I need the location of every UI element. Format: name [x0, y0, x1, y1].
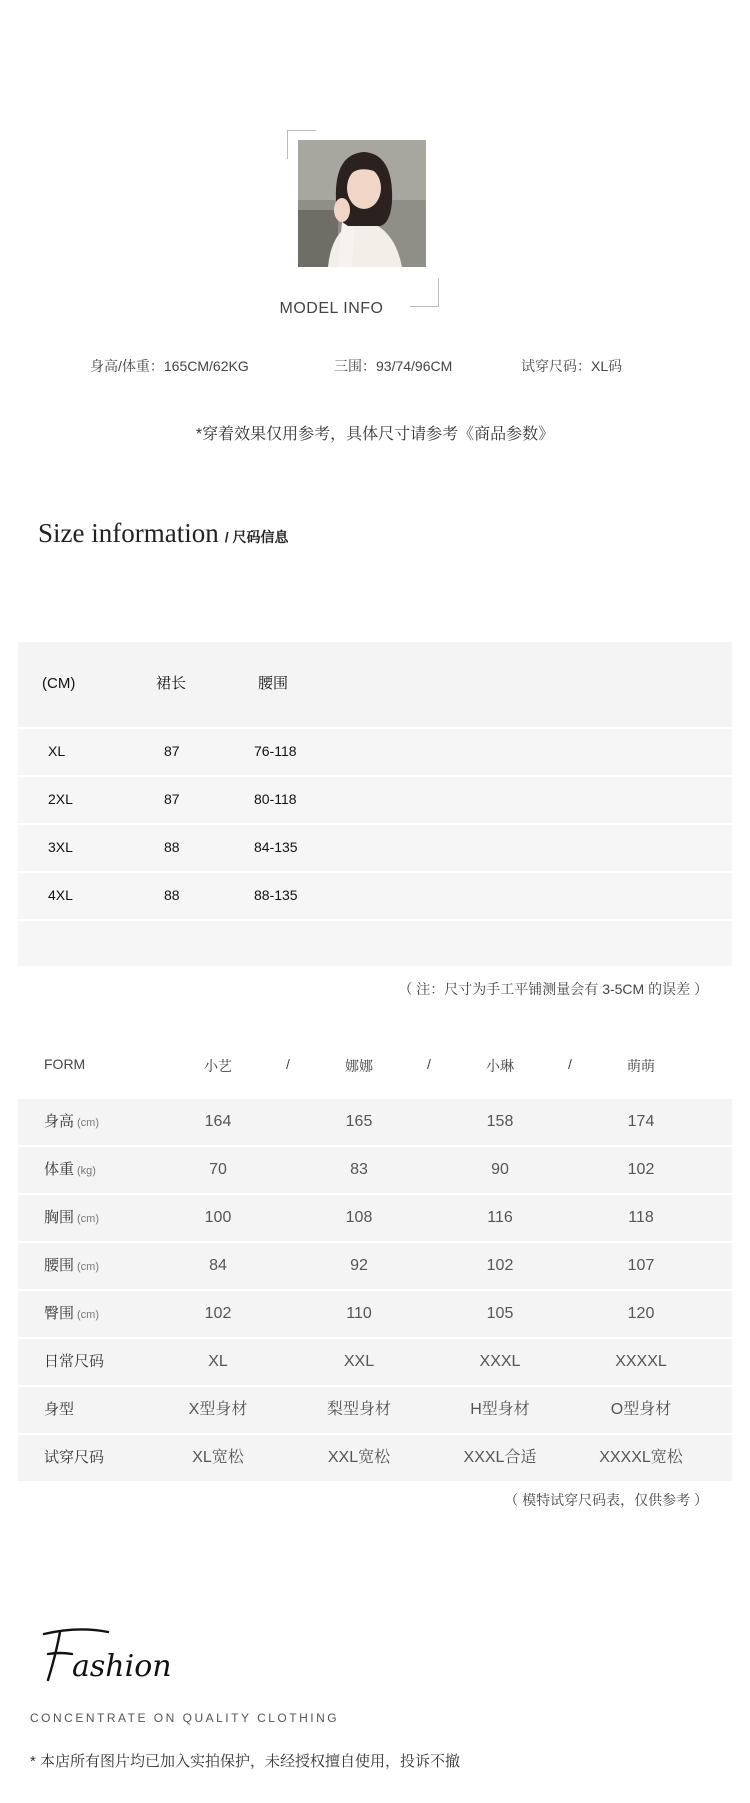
length-cell: 88 — [164, 887, 180, 903]
value-cell: 92 — [350, 1257, 368, 1274]
value-cell: X型身材 — [188, 1401, 248, 1418]
size-table-header-unit: (CM) — [42, 675, 76, 692]
model-photo — [298, 140, 426, 267]
value-cell: 110 — [346, 1305, 372, 1322]
value-cell: 120 — [627, 1305, 655, 1322]
table-row — [18, 727, 732, 774]
table-row — [18, 1339, 732, 1385]
row-label: 胸围 (cm) — [44, 1209, 100, 1226]
model-name-2: 娜娜 — [345, 1058, 373, 1074]
model-name-1: 小艺 — [204, 1058, 232, 1074]
length-cell: 88 — [164, 839, 180, 855]
value-cell: 164 — [204, 1113, 232, 1130]
name-separator: / — [427, 1056, 431, 1072]
reference-note: *穿着效果仅用参考，具体尺寸请参考《商品参数》 — [195, 426, 555, 443]
name-separator: / — [568, 1056, 572, 1072]
value-cell: 102 — [204, 1305, 232, 1322]
model-name-3: 小琳 — [486, 1058, 514, 1074]
waist-cell: 76-118 — [254, 743, 297, 759]
form-table-note: （ 模特试穿尺码表，仅供参考 ） — [504, 1492, 708, 1508]
value-cell: XL宽松 — [192, 1449, 244, 1466]
value-cell: 105 — [486, 1305, 514, 1322]
value-cell: 165 — [345, 1113, 373, 1130]
value-cell: XXL — [343, 1353, 375, 1370]
value-cell: 90 — [491, 1161, 509, 1178]
tagline: CONCENTRATE ON QUALITY CLOTHING — [30, 1711, 340, 1725]
value-cell: 158 — [486, 1113, 514, 1130]
size-cell: 2XL — [48, 791, 73, 807]
value-cell: H型身材 — [470, 1401, 530, 1418]
value-cell: 83 — [350, 1161, 368, 1178]
svg-text:ashion: ashion — [72, 1649, 172, 1684]
value-cell: 102 — [486, 1257, 514, 1274]
table-row — [18, 1387, 732, 1433]
row-label: 日常尺码 — [44, 1353, 105, 1370]
table-row — [18, 1243, 732, 1289]
row-label: 体重 (kg) — [44, 1161, 96, 1178]
model-height-weight: 身高/体重：165CM/62KG — [90, 358, 249, 374]
value-cell: 102 — [627, 1161, 655, 1178]
row-label: 试穿尺码 — [44, 1449, 105, 1466]
model-try-size: 试穿尺码：XL码 — [521, 358, 623, 374]
waist-cell: 84-135 — [254, 839, 298, 855]
value-cell: 118 — [628, 1209, 654, 1226]
row-label: 身型 — [44, 1401, 75, 1418]
table-row — [18, 1291, 732, 1337]
value-cell: 100 — [204, 1209, 232, 1226]
table-row — [18, 823, 732, 870]
size-cell: 3XL — [48, 839, 73, 855]
length-cell: 87 — [164, 743, 180, 759]
size-info-title: Size information — [38, 518, 219, 548]
size-info-heading — [38, 518, 289, 549]
waist-cell: 80-118 — [254, 791, 297, 807]
size-table-header-waist: 腰围 — [258, 675, 289, 692]
size-cell: XL — [48, 743, 66, 759]
row-label: 臀围 (cm) — [44, 1305, 100, 1322]
waist-cell: 88-135 — [254, 887, 298, 903]
value-cell: O型身材 — [610, 1401, 672, 1418]
model-info-title: MODEL INFO — [279, 300, 384, 317]
model-name-4: 萌萌 — [627, 1058, 655, 1074]
value-cell: 174 — [627, 1113, 655, 1130]
value-cell: 108 — [345, 1209, 373, 1226]
size-table-note: （ 注：尺寸为手工平铺测量会有 3-5CM 的误差 ） — [398, 981, 708, 997]
table-row — [18, 1435, 732, 1481]
length-cell: 87 — [164, 791, 180, 807]
table-row — [18, 1195, 732, 1241]
value-cell: 梨型身材 — [326, 1401, 391, 1418]
table-row — [18, 871, 732, 918]
form-header-label: FORM — [44, 1056, 86, 1072]
model-measurements: 三围：93/74/96CM — [334, 358, 453, 374]
copyright-notice: * 本店所有图片均已加入实拍保护，未经授权擅自使用，投诉不撤 — [30, 1753, 461, 1770]
value-cell: XXXXL宽松 — [599, 1449, 683, 1466]
value-cell: 70 — [209, 1161, 227, 1178]
value-cell: 84 — [209, 1257, 227, 1274]
value-cell: 107 — [627, 1257, 655, 1274]
row-label: 身高 (cm) — [44, 1113, 100, 1130]
size-table-header-length: 裙长 — [156, 675, 187, 692]
row-label: 腰围 (cm) — [44, 1257, 100, 1274]
value-cell: 116 — [487, 1209, 513, 1226]
table-row — [18, 1147, 732, 1193]
size-cell: 4XL — [48, 887, 73, 903]
value-cell: XXXL — [479, 1353, 521, 1370]
table-row — [18, 775, 732, 822]
table-row-empty — [18, 919, 732, 966]
fashion-logo — [38, 1624, 208, 1689]
value-cell: XXXXL — [615, 1353, 667, 1370]
table-row — [18, 1099, 732, 1145]
value-cell: XXXL合适 — [463, 1449, 537, 1466]
size-info-subtitle: / 尺码信息 — [224, 529, 289, 545]
value-cell: XL — [208, 1353, 228, 1370]
value-cell: XXL宽松 — [327, 1449, 391, 1466]
name-separator: / — [286, 1056, 290, 1072]
